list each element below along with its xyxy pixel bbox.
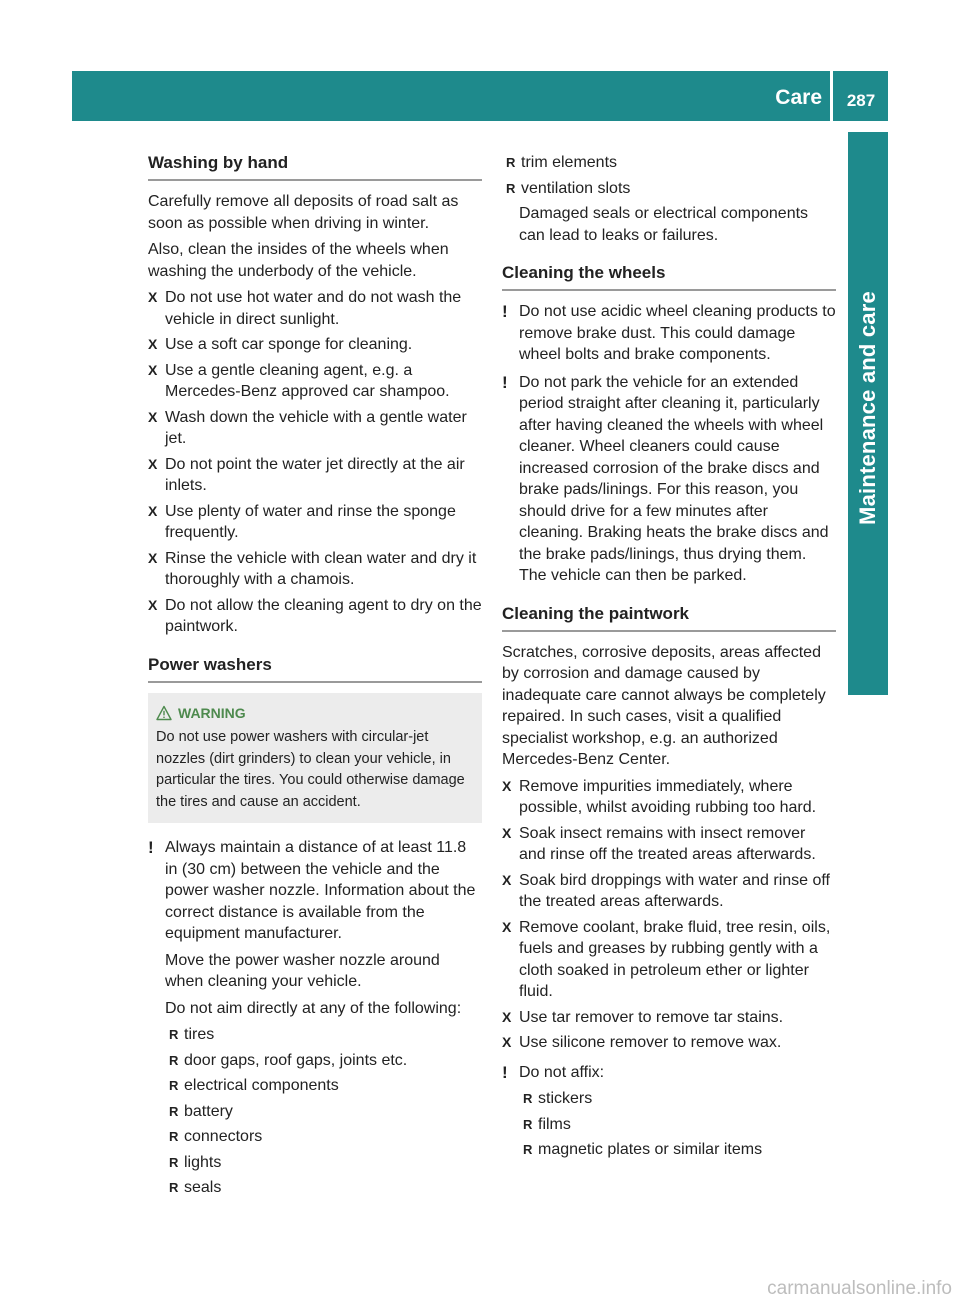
- step-text: Use tar remover to remove tar stains.: [519, 1008, 784, 1026]
- caution-icon: !: [502, 302, 508, 321]
- caution-note: [502, 1062, 836, 1161]
- step-item: [148, 501, 482, 544]
- list-item: [169, 1024, 482, 1046]
- list-item: [169, 1075, 482, 1097]
- step-text: Use a gentle cleaning agent, e.g. a Mercedes-Benz approved car shampoo.: [165, 361, 450, 400]
- step-item: [148, 407, 482, 450]
- step-marker-icon: X: [502, 871, 512, 888]
- step-marker-icon: X: [148, 336, 158, 352]
- paragraph: Scratches, corrosive deposits, areas affected by corrosion and damage caused by inadequate care cannot always be completely repaired. In such cases, visit a qualified specialist workshop, e.g. an authorized Mercedes-Benz Center.: [502, 643, 826, 768]
- step-text: Do not use hot water and do not wash the vehicle in direct sunlight.: [165, 289, 462, 328]
- list-item-text: ventilation slots: [521, 179, 631, 197]
- bullet-marker-icon: R: [523, 1142, 533, 1157]
- header-separator: [830, 71, 833, 121]
- warning-text: Do not use power washers with circular-jet nozzles (dirt grinders) to clean your vehicle, in particular the tires. You could otherwise damage the tires and cause an accident.: [156, 729, 465, 810]
- list-item-text: connectors: [184, 1128, 263, 1145]
- section-title-washing: Washing by hand: [148, 152, 482, 181]
- bullet-list: [523, 1088, 836, 1161]
- warning-header: [156, 703, 474, 725]
- step-marker-icon: X: [148, 455, 158, 472]
- warning-label: WARNING: [178, 704, 246, 721]
- step-item: [148, 287, 482, 330]
- side-tab-label: Maintenance and care: [855, 290, 880, 525]
- bullet-marker-icon: R: [169, 1052, 179, 1068]
- list-item-text: electrical components: [184, 1077, 339, 1094]
- list-item-text: films: [538, 1115, 571, 1133]
- list-item-text: trim elements: [521, 154, 618, 171]
- step-text: Wash down the vehicle with a gentle water jet.: [165, 408, 467, 447]
- step-marker-icon: X: [148, 502, 158, 519]
- note-paragraph: Do not park the vehicle for an extended period straight after cleaning it, particularly after having cleaned the wheels with wheel cleaner. Wheel cleaners could cause increased corrosion of the brake discs and brake pads/linings. For this reason, you should drive for a few minutes after cleaning. Braking heats the brake discs and the brake pads/linings, thus drying them. The vehicle can then be parked.: [519, 373, 829, 584]
- list-item: [169, 1050, 482, 1072]
- bullet-list: [169, 1024, 482, 1199]
- section-title-paintwork: Cleaning the paintwork: [502, 603, 836, 632]
- caution-icon: !: [502, 372, 508, 392]
- list-item: [169, 1126, 482, 1148]
- list-item: [523, 1139, 836, 1161]
- step-text: Soak insect remains with insect remover and rinse off the treated areas afterwards.: [519, 824, 816, 863]
- step-text: Remove coolant, brake fluid, tree resin, oils, fuels and greases by rubbing gently with a cloth soaked in petroleum ether or lighter fluid.: [519, 918, 831, 1000]
- side-tab-block: [848, 649, 888, 695]
- step-item: [148, 454, 482, 497]
- bullet-marker-icon: R: [169, 1027, 179, 1042]
- list-item: [523, 1088, 836, 1110]
- right-column: [502, 152, 836, 1167]
- step-item: [502, 776, 836, 819]
- step-marker-icon: X: [502, 1008, 512, 1025]
- step-item: [148, 548, 482, 591]
- note-paragraph: Do not aim directly at any of the following:: [165, 999, 462, 1017]
- list-item-text: battery: [184, 1102, 233, 1120]
- step-item: [148, 334, 482, 356]
- step-text: Do not allow the cleaning agent to dry on the paintwork.: [165, 596, 482, 635]
- caution-note: [502, 301, 836, 366]
- list-item-text: door gaps, roof gaps, joints etc.: [184, 1051, 408, 1069]
- left-column: [148, 152, 482, 1205]
- step-marker-icon: X: [148, 289, 158, 305]
- step-text: Use plenty of water and rinse the sponge frequently.: [165, 502, 456, 541]
- list-item: [169, 1101, 482, 1123]
- list-item: [506, 178, 836, 200]
- bullet-marker-icon: R: [169, 1154, 179, 1170]
- page-number: 287: [846, 91, 876, 110]
- step-marker-icon: X: [148, 361, 158, 378]
- caution-note: [148, 837, 482, 1199]
- paragraph: Carefully remove all deposits of road salt as soon as possible when driving in winter.: [148, 193, 459, 232]
- bullet-marker-icon: R: [169, 1180, 179, 1195]
- step-item: [502, 823, 836, 866]
- bullet-marker-icon: R: [506, 155, 516, 170]
- note-paragraph: Do not affix:: [519, 1063, 605, 1081]
- paragraph: Damaged seals or electrical components can lead to leaks or failures.: [519, 205, 809, 244]
- list-item-text: stickers: [538, 1090, 593, 1107]
- note-paragraph: Move the power washer nozzle around when cleaning your vehicle.: [165, 951, 440, 990]
- step-marker-icon: X: [502, 777, 512, 794]
- step-text: Rinse the vehicle with clean water and dry it thoroughly with a chamois.: [165, 549, 477, 588]
- list-item-text: magnetic plates or similar items: [538, 1141, 763, 1158]
- step-item: [148, 360, 482, 403]
- caution-note: [502, 372, 836, 587]
- bullet-marker-icon: R: [523, 1116, 533, 1132]
- bullet-list: [506, 152, 836, 199]
- caution-icon: !: [148, 838, 154, 857]
- step-item: [502, 870, 836, 913]
- step-marker-icon: X: [502, 1034, 512, 1050]
- watermark: carmanualsonline.info: [767, 1278, 952, 1299]
- step-marker-icon: X: [148, 549, 158, 566]
- step-text: Remove impurities immediately, where possible, whilst avoiding rubbing too hard.: [519, 777, 817, 816]
- step-marker-icon: X: [502, 918, 512, 935]
- section-title-power-washers: Power washers: [148, 654, 482, 683]
- step-text: Do not point the water jet directly at the air inlets.: [165, 455, 465, 494]
- list-item: [169, 1177, 482, 1199]
- list-item-text: seals: [184, 1179, 222, 1196]
- step-marker-icon: X: [148, 596, 158, 613]
- step-marker-icon: X: [148, 408, 158, 425]
- note-paragraph: Do not use acidic wheel cleaning products to remove brake dust. This could damage wheel bolts and brake components.: [519, 303, 836, 363]
- list-item: [523, 1114, 836, 1136]
- step-item: [502, 1007, 836, 1029]
- list-item-text: lights: [184, 1153, 222, 1171]
- list-item: [169, 1152, 482, 1174]
- step-item: [502, 917, 836, 1003]
- caution-icon: !: [502, 1062, 508, 1082]
- step-item: [502, 1032, 836, 1054]
- bullet-marker-icon: R: [169, 1078, 179, 1093]
- bullet-marker-icon: R: [523, 1091, 533, 1106]
- side-tab-label-wrap: [850, 135, 886, 680]
- paragraph: Also, clean the insides of the wheels when washing the underbody of the vehicle.: [148, 241, 449, 280]
- section-title-wheels: Cleaning the wheels: [502, 262, 836, 291]
- header-title: Care: [775, 86, 822, 109]
- step-text: Soak bird droppings with water and rinse off the treated areas afterwards.: [519, 871, 830, 910]
- step-text: Use silicone remover to remove wax.: [519, 1034, 782, 1051]
- bullet-marker-icon: R: [169, 1129, 179, 1144]
- warning-triangle-icon: [156, 705, 172, 721]
- step-marker-icon: X: [502, 824, 512, 841]
- warning-box: [148, 693, 482, 824]
- step-item: [148, 595, 482, 638]
- bullet-marker-icon: R: [169, 1103, 179, 1119]
- note-paragraph: Always maintain a distance of at least 11.8 in (30 cm) between the vehicle and the power washer nozzle. Information about the correct distance is available from the equipment manufacturer.: [165, 839, 476, 942]
- list-item: [506, 152, 836, 174]
- bullet-marker-icon: R: [506, 180, 516, 196]
- step-text: Use a soft car sponge for cleaning.: [165, 336, 413, 353]
- list-item-text: tires: [184, 1026, 215, 1043]
